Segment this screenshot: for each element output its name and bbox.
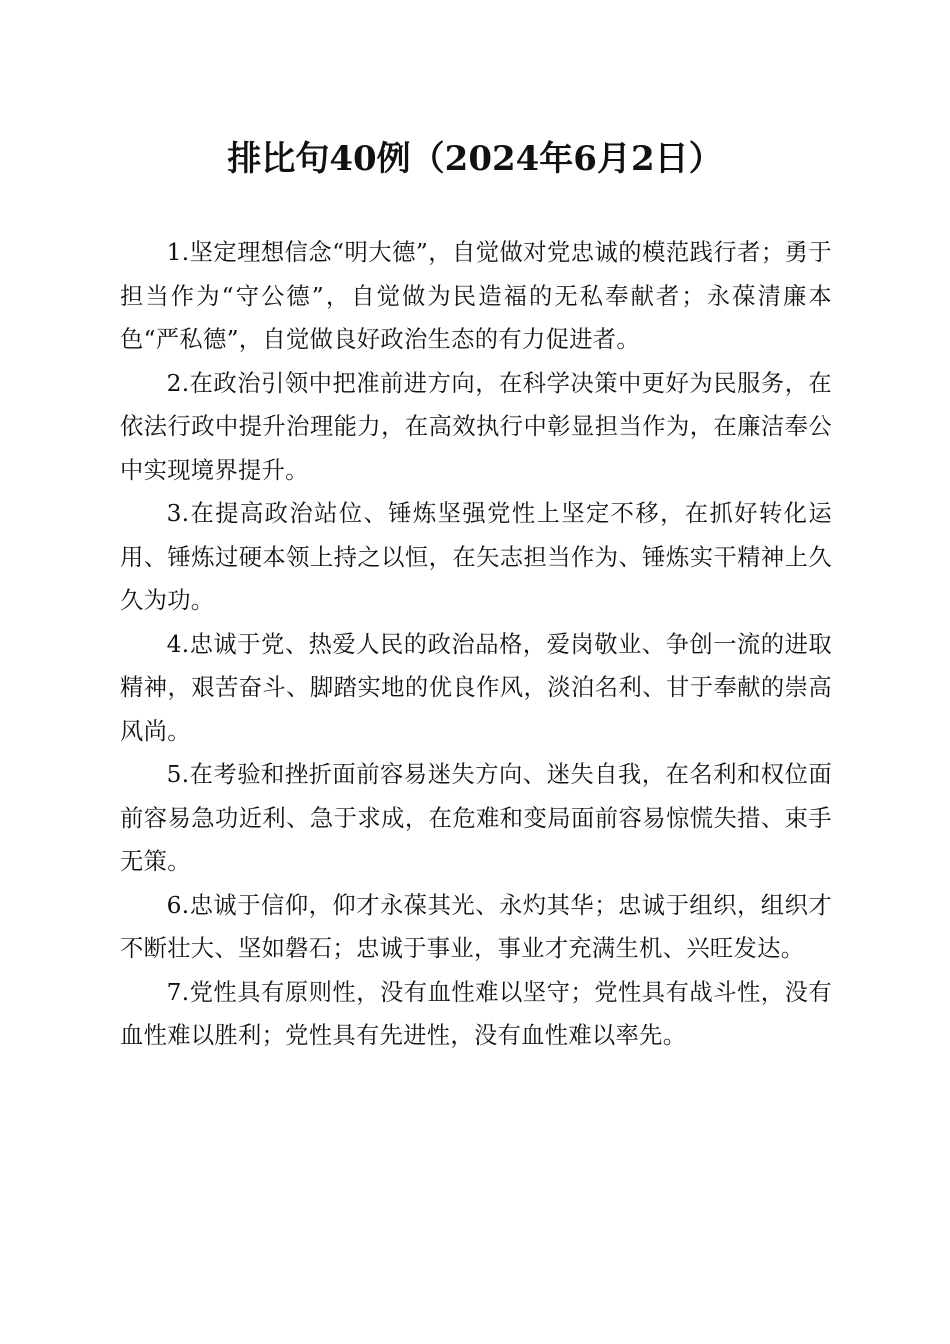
paragraph-7: 7.党性具有原则性，没有血性难以坚守；党性具有战斗性，没有血性难以胜利；党性具有先进性，没有血性难以率先。 [120, 978, 832, 1049]
paragraph-6: 6.忠诚于信仰，仰才永葆其光、永灼其华；忠诚于组织，组织才不断壮大、坚如磐石；忠诚于事业，事业才充满生机、兴旺发达。 [120, 891, 832, 962]
document-title: 排比句40例（2024年6月2日） [227, 139, 723, 179]
paragraph-3: 3.在提高政治站位、锤炼坚强党性上坚定不移，在抓好转化运用、锤炼过硬本领上持之以恒，在矢志担当作为、锤炼实干精神上久久为功。 [120, 500, 832, 614]
paragraph-1: 1.坚定理想信念“明大德”，自觉做对党忠诚的模范践行者；勇于担当作为“守公德”，自觉做为民造福的无私奉献者；永葆清廉本色“严私德”，自觉做良好政治生态的有力促进者。 [120, 239, 832, 353]
paragraph-5: 5.在考验和挫折面前容易迷失方向、迷失自我，在名利和权位面前容易急功近利、急于求成，在危难和变局面前容易惊慌失措、束手无策。 [120, 761, 832, 875]
paragraph-2: 2.在政治引领中把准前进方向，在科学决策中更好为民服务，在依法行政中提升治理能力，在高效执行中彰显担当作为，在廉洁奉公中实现境界提升。 [120, 369, 832, 484]
paragraph-4: 4.忠诚于党、热爱人民的政治品格，爱岗敬业、争创一流的进取精神，艰苦奋斗、脚踏实地的优良作风，淡泊名利、甘于奉献的崇高风尚。 [120, 630, 832, 745]
document-body [120, 231, 832, 1058]
